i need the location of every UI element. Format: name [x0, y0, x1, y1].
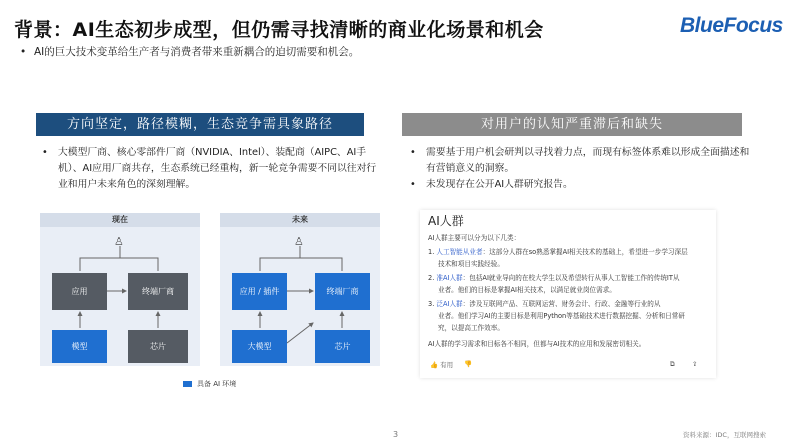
ai-card-title: AI人群 [428, 214, 464, 228]
ai-item-2 [428, 272, 680, 282]
ai-item-text: ：这部分人群在so熟悉掌握AI相关技术的基础上，希望进一步学习深层 [482, 248, 688, 256]
panel-now [40, 213, 200, 366]
page-number: 3 [393, 430, 399, 439]
ai-card-outro: AI人群的学习需求和目标各不相同，但都与AI技术的应用和发展密切相关。 [428, 340, 646, 348]
ai-item-1 [428, 246, 688, 256]
user-icon: ♙ [114, 235, 124, 248]
right-banner: 对用户的认知严重滞后和缺失 [402, 113, 742, 136]
now-app-box: 应用 [52, 273, 107, 310]
right-bullet-2: 未发现存在公开AI人群研究报告。 [426, 179, 573, 190]
ai-item-text: ：涉及互联网产品、互联网运营、财务会计、行政、金融等行业的从 [462, 300, 661, 308]
legend-swatch [183, 381, 192, 387]
future-app-box: 应用 / 插件 [232, 273, 287, 310]
thumbs-up-icon: 👍 [430, 361, 439, 369]
future-model-box: 大模型 [232, 330, 287, 363]
ai-item-num: 3. [428, 300, 435, 308]
subtitle-bullet: • AI的巨大技术变革给生产者与消费者带来重新耦合的迫切需要和机会。 [20, 46, 360, 58]
future-arrows [220, 213, 380, 366]
left-bullet-text: 大模型厂商、核心零部件厂商（NVIDIA、Intel）、装配商（AIPC、AI手机）、AI应用厂商共存，生态系统已经重构，新一轮竞争需要不同以往对行业和用户未来角色的深刻理解。 [58, 147, 377, 190]
diagram-legend [183, 379, 236, 389]
ai-item-text: ：包括AI就业导向的在校大学生以及希望转行从事人工智能工作的传统IT从 [462, 274, 680, 282]
ai-item-2-cont: 业者。他们的目标是掌握AI相关技术，以满足就业岗位需求。 [438, 286, 616, 294]
now-chip-box: 芯片 [128, 330, 188, 363]
left-bullet-list: • 大模型厂商、核心零部件厂商（NVIDIA、Intel）、装配商（AIPC、AI手机）、AI应用厂商共存，生态系统已经重构，新一轮竞争需要不同以往对行业和用户未来角色的深刻理解。 [42, 145, 382, 193]
future-terminal-box: 终端厂商 [315, 273, 370, 310]
panel-now-label: 现在 [40, 213, 200, 227]
share-button[interactable] [692, 360, 697, 368]
panel-future-label: 未来 [220, 213, 380, 227]
copy-icon: ⧉ [670, 360, 675, 368]
ai-item-link[interactable]: 泛AI人群 [436, 300, 463, 308]
now-arrows [40, 213, 200, 366]
now-model-box: 模型 [52, 330, 107, 363]
ai-item-3 [428, 298, 660, 308]
ai-item-1-cont: 技术和项目实践经验。 [438, 260, 504, 268]
copy-button[interactable] [670, 360, 675, 369]
thumbs-down-icon: 👎 [464, 360, 473, 368]
right-bullet-list: • 需要基于用户机会研判以寻找着力点，而现有标签体系难以形成全面描述和有营销意义的洞察。 • 未发现存在公开AI人群研究报告。 [410, 145, 750, 193]
useful-button[interactable] [430, 360, 453, 369]
ai-card-intro: AI人群主要可以分为以下几类： [428, 234, 521, 242]
user-icon: ♙ [294, 235, 304, 248]
ai-item-3-cont: 业者。他们学习AI的主要目标是利用Python等基础技术进行数据挖掘、分析和日常研 [438, 312, 685, 320]
ai-item-link[interactable]: 准AI人群 [436, 274, 463, 282]
left-banner: 方向坚定，路径模糊，生态竞争需具象路径 [36, 113, 364, 136]
right-bullet-1: 需要基于用户机会研判以寻找着力点，而现有标签体系难以形成全面描述和有营销意义的洞察。 [426, 147, 750, 174]
share-icon: ⇪ [692, 360, 698, 368]
useful-label: 有用 [440, 361, 454, 369]
ai-item-3-cont2: 究，以提高工作效率。 [438, 324, 504, 332]
ai-item-num: 1. [428, 248, 435, 256]
ai-item-link[interactable]: 人工智能从业者 [436, 248, 483, 256]
ecosystem-diagram [40, 213, 380, 391]
ai-item-num: 2. [428, 274, 435, 282]
thumbs-down-button[interactable] [464, 360, 472, 368]
brand-logo: BlueFocus [680, 14, 783, 37]
page-title: 背景：AI生态初步成型，但仍需寻找清晰的商业化场景和机会 [14, 19, 544, 41]
future-chip-box: 芯片 [315, 330, 370, 363]
now-terminal-box: 终端厂商 [128, 273, 188, 310]
subtitle-text: AI的巨大技术变革给生产者与消费者带来重新耦合的迫切需要和机会。 [34, 46, 360, 58]
panel-future [220, 213, 380, 366]
legend-label: 具备 AI 环境 [197, 380, 237, 388]
ai-search-result-card [420, 210, 716, 378]
source-note: 资料来源：IDC，互联网搜索 [683, 431, 766, 439]
